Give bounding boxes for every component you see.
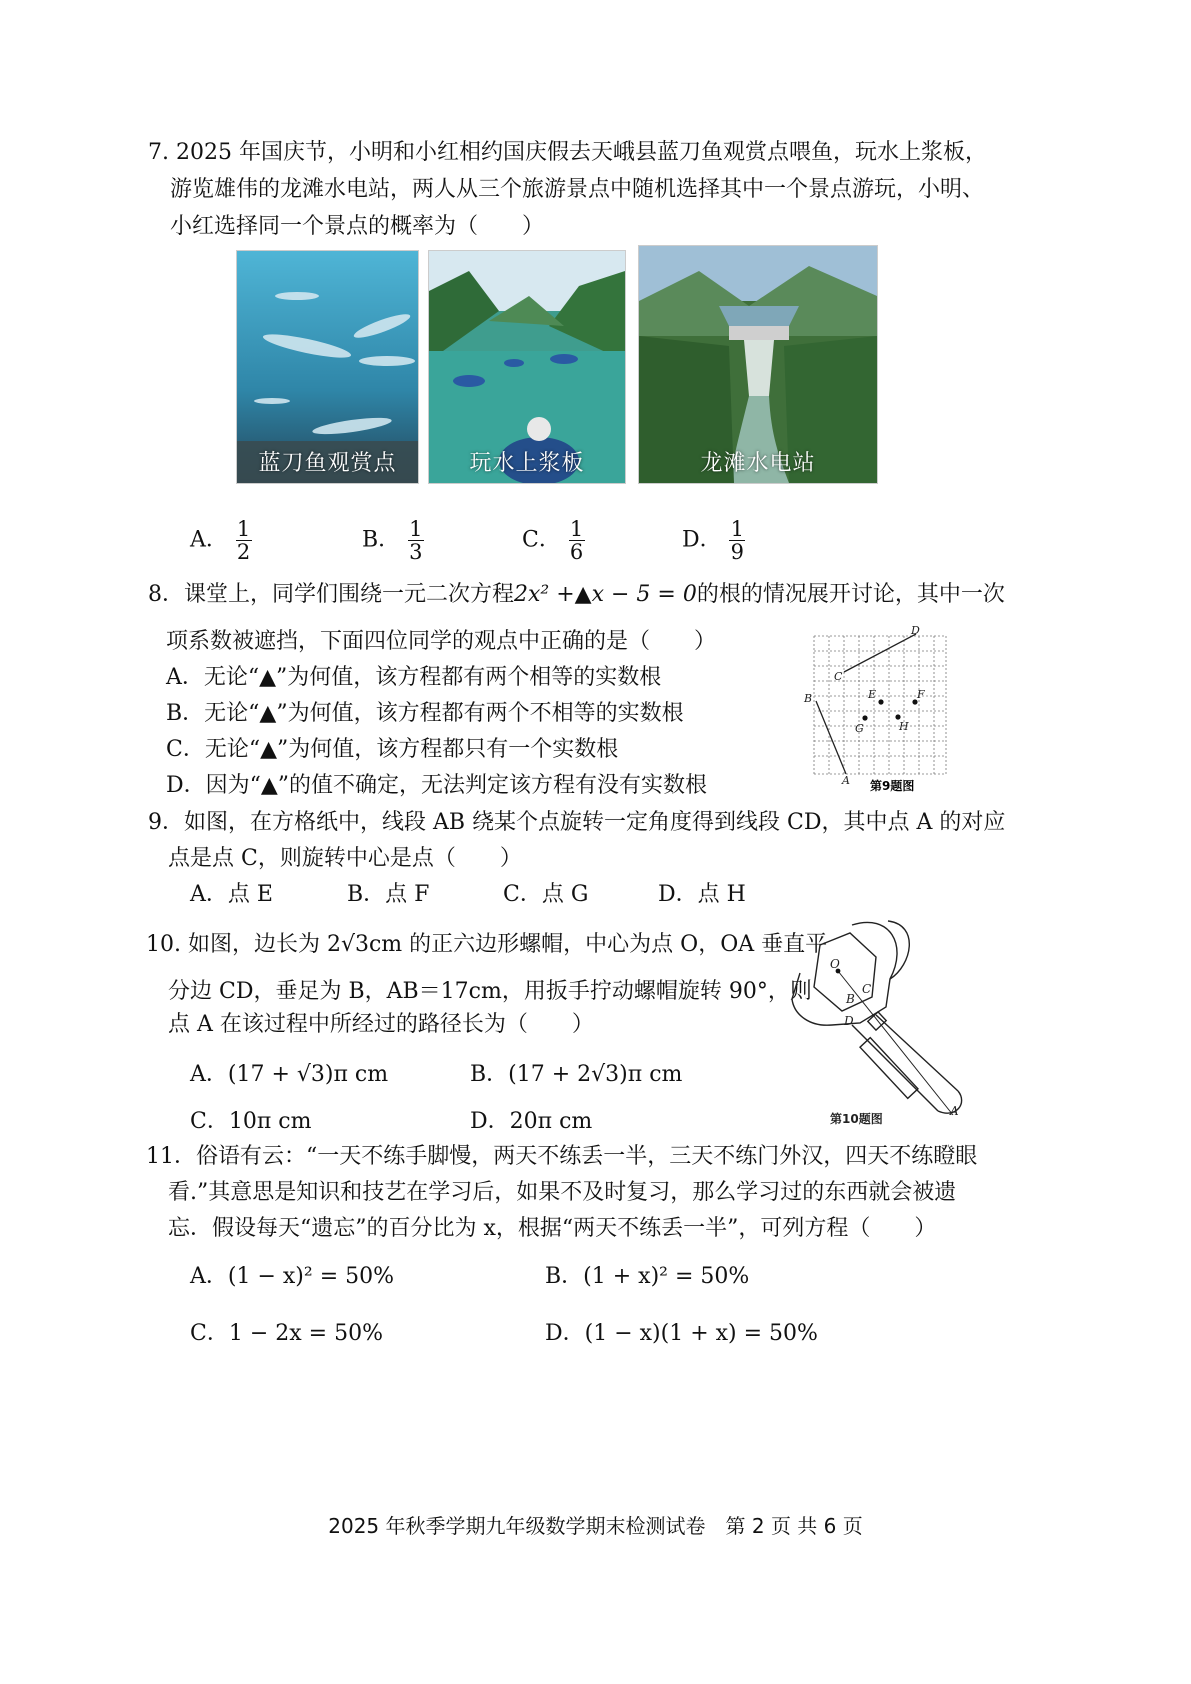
photo-caption: 蓝刀鱼观赏点 bbox=[258, 451, 397, 476]
q8-option-d: D．因为“▲”的值不确定，无法判定该方程有没有实数根 bbox=[166, 773, 708, 798]
q10-line-3: 点 A 在该过程中所经过的路径长为（ ） bbox=[168, 1012, 594, 1037]
photo-hydropower bbox=[638, 245, 878, 484]
q10-option-d: D．20π cm bbox=[470, 1109, 593, 1134]
q8-line-2: 项系数被遮挡，下面四位同学的观点中正确的是（ ） bbox=[166, 629, 717, 654]
q9-option-b: B．点 F bbox=[347, 882, 430, 907]
q8-equation: 2x² +▲x − 5 = 0 bbox=[514, 582, 697, 607]
q11-line-2: 看.”其意思是知识和技艺在学习后，如果不及时复习，那么学习过的东西就会被遗 bbox=[168, 1180, 957, 1205]
fig10-label-c: C bbox=[862, 982, 872, 996]
q11-line-3: 忘．假设每天“遗忘”的百分比为 x，根据“两天不练丢一半”，可列方程（ ） bbox=[168, 1216, 937, 1241]
photo-caption: 玩水上浆板 bbox=[469, 451, 585, 476]
q10-option-b: B．(17 + 2√3)π cm bbox=[470, 1062, 683, 1087]
fig9-caption: 第9题图 bbox=[870, 779, 915, 793]
q11-line-1: 11．俗语有云：“一天不练手脚慢，两天不练丢一半，三天不练门外汉，四天不练瞪眼 bbox=[146, 1144, 978, 1169]
q7-line-3: 小红选择同一个景点的概率为（ ） bbox=[170, 214, 545, 239]
fig10-caption: 第10题图 bbox=[830, 1112, 883, 1126]
figure-10 bbox=[790, 915, 970, 1130]
q9-option-a: A．点 E bbox=[190, 882, 273, 907]
fig9-label-c: C bbox=[834, 670, 843, 683]
q11-option-d: D．(1 − x)(1 + x) = 50% bbox=[545, 1321, 818, 1346]
figure-9 bbox=[800, 622, 955, 794]
q7-option-c: C． $\frac{1}{6}$ bbox=[522, 517, 584, 564]
fig9-label-b: B bbox=[804, 692, 813, 705]
fig9-label-g: G bbox=[855, 722, 864, 735]
q8-option-c: C．无论“▲”为何值，该方程都只有一个实数根 bbox=[166, 737, 619, 762]
q11-option-a: A．(1 − x)² = 50% bbox=[190, 1264, 395, 1289]
q8-option-b: B．无论“▲”为何值，该方程都有两个不相等的实数根 bbox=[166, 701, 684, 726]
q10-line-1: 10. 如图，边长为 2√3cm 的正六边形螺帽，中心为点 O，OA 垂直平 bbox=[146, 932, 828, 957]
fig10-label-b: B bbox=[846, 992, 855, 1006]
q7-option-a: A． $\frac{1}{2}$ bbox=[190, 517, 251, 564]
q7-option-d: D． $\frac{1}{9}$ bbox=[682, 517, 745, 564]
fig10-label-a: A bbox=[950, 1104, 959, 1118]
q9-option-d: D．点 H bbox=[658, 882, 746, 907]
q7-line-1: 7. 2025 年国庆节，小明和小红相约国庆假去天峨县蓝刀鱼观赏点喂鱼，玩水上浆板， bbox=[148, 140, 987, 165]
photo-paddleboard bbox=[428, 250, 626, 484]
fig9-label-h: H bbox=[899, 720, 909, 733]
q7-option-b: B． $\frac{1}{3}$ bbox=[362, 517, 423, 564]
q10-option-c: C．10π cm bbox=[190, 1109, 312, 1134]
q10-line-2: 分边 CD，垂足为 B，AB＝17cm，用扳手拧动螺帽旋转 90°，则 bbox=[168, 979, 812, 1004]
fig9-label-e: E bbox=[868, 688, 877, 701]
q8-option-a: A．无论“▲”为何值，该方程都有两个相等的实数根 bbox=[166, 665, 662, 690]
q7-line-2: 游览雄伟的龙滩水电站，两人从三个旅游景点中随机选择其中一个景点游玩，小明、 bbox=[170, 177, 985, 202]
fig10-label-o: O bbox=[830, 957, 840, 971]
fig9-label-d: D bbox=[911, 624, 920, 637]
q9-line-2: 点是点 C，则旋转中心是点（ ） bbox=[168, 846, 522, 871]
q10-option-a: A．(17 + √3)π cm bbox=[190, 1062, 389, 1087]
q8-line-1: 8．课堂上，同学们围绕一元二次方程2x² +▲x − 5 = 0的根的情况展开讨论，其中一次 bbox=[148, 582, 1005, 607]
fig10-label-d: D bbox=[844, 1014, 854, 1028]
photo-bluefish bbox=[236, 250, 419, 484]
fig9-label-f: F bbox=[917, 688, 925, 701]
q9-option-c: C．点 G bbox=[503, 882, 589, 907]
q9-line-1: 9．如图，在方格纸中，线段 AB 绕某个点旋转一定角度得到线段 CD，其中点 A 的对应 bbox=[148, 810, 1006, 835]
photo-caption: 龙滩水电站 bbox=[700, 451, 816, 476]
q11-option-b: B．(1 + x)² = 50% bbox=[545, 1264, 750, 1289]
q11-option-c: C．1 − 2x = 50% bbox=[190, 1321, 383, 1346]
page-footer: 2025 年秋季学期九年级数学期末检测试卷 第 2 页 共 6 页 bbox=[328, 1514, 863, 1538]
fig9-label-a: A bbox=[842, 774, 850, 787]
